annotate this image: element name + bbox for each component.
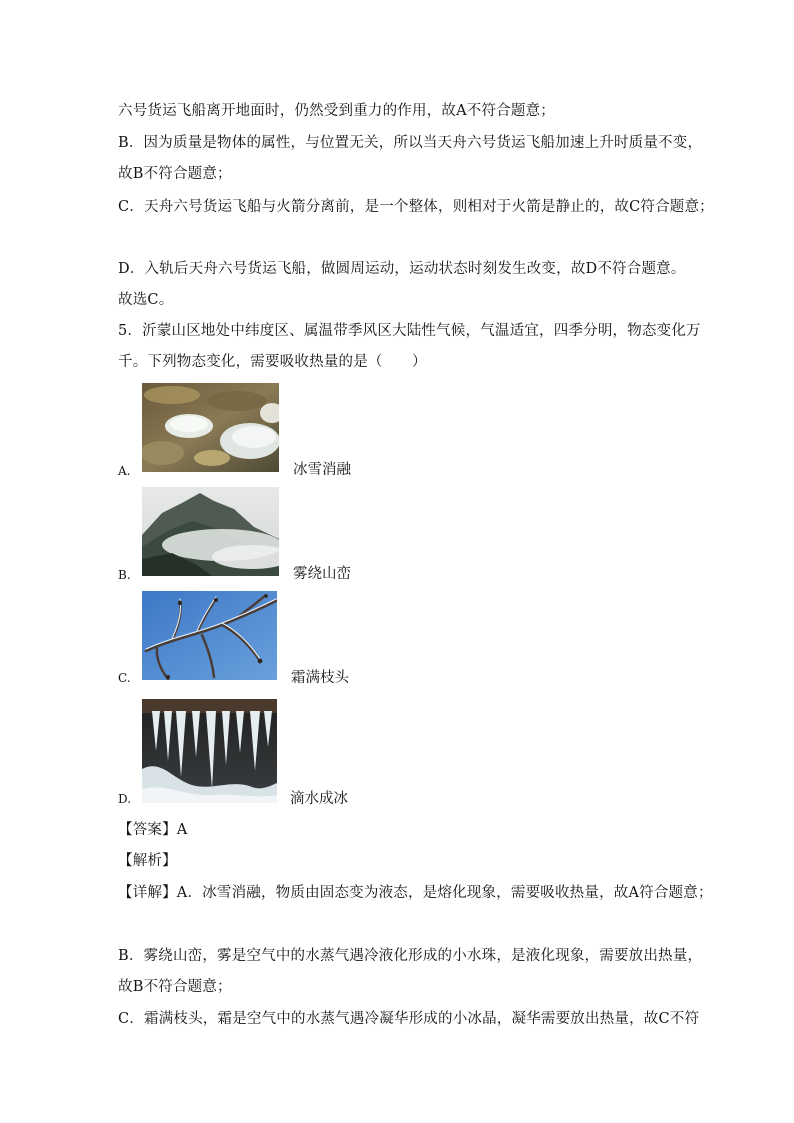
final-choice-line: 故选C。 xyxy=(118,292,174,308)
detail-line-3: 故B不符合题意； xyxy=(118,979,232,995)
detail-line-2: B．雾绕山峦，雾是空气中的水蒸气遇冷液化形成的小水珠，是液化现象，需要放出热量， xyxy=(118,948,703,964)
option-b-photo-misty-mountain xyxy=(142,487,279,576)
explanation-line-5: D．入轨后天舟六号货运飞船，做圆周运动，运动状态时刻发生改变，故D不符合题意。 xyxy=(118,261,686,277)
explanation-line-3: 故B不符合题意； xyxy=(118,166,232,182)
option-d-photo-icicles xyxy=(142,699,277,803)
option-b-caption: 雾绕山峦 xyxy=(293,566,351,582)
option-c-caption: 霜满枝头 xyxy=(291,670,349,686)
option-c-photo-frosted-branch xyxy=(142,591,277,680)
explanation-line-2: B．因为质量是物体的属性，与位置无关，所以当天舟六号货运飞船加速上升时质量不变， xyxy=(118,135,703,151)
question-5-stem-line-2: 千。下列物态变化，需要吸收热量的是（ ） xyxy=(118,354,427,370)
question-5-stem-line-1: 5．沂蒙山区地处中纬度区、属温带季风区大陆性气候，气温适宜，四季分明，物态变化万 xyxy=(118,323,701,339)
option-a-photo-melting-ice xyxy=(142,383,279,472)
analysis-heading: 【解析】 xyxy=(118,853,177,869)
option-a-letter: A. xyxy=(118,464,131,478)
option-d-caption: 滴水成冰 xyxy=(290,791,348,807)
detail-line-1: 【详解】A．冰雪消融，物质由固态变为液态，是熔化现象，需要吸收热量，故A符合题意； xyxy=(118,885,713,901)
detail-line-4: C．霜满枝头，霜是空气中的水蒸气遇冷凝华形成的小冰晶，凝华需要放出热量，故C不符 xyxy=(118,1011,700,1027)
option-d-letter: D. xyxy=(118,792,132,806)
explanation-line-4: C．天舟六号货运飞船与火箭分离前，是一个整体，则相对于火箭是静止的，故C符合题意； xyxy=(118,199,714,215)
option-c-letter: C. xyxy=(118,671,131,685)
option-b-letter: B. xyxy=(118,568,131,582)
option-a-caption: 冰雪消融 xyxy=(293,462,351,478)
explanation-line-1: 六号货运飞船离开地面时，仍然受到重力的作用，故A不符合题意； xyxy=(118,103,555,119)
answer-label: 【答案】A xyxy=(118,822,188,838)
